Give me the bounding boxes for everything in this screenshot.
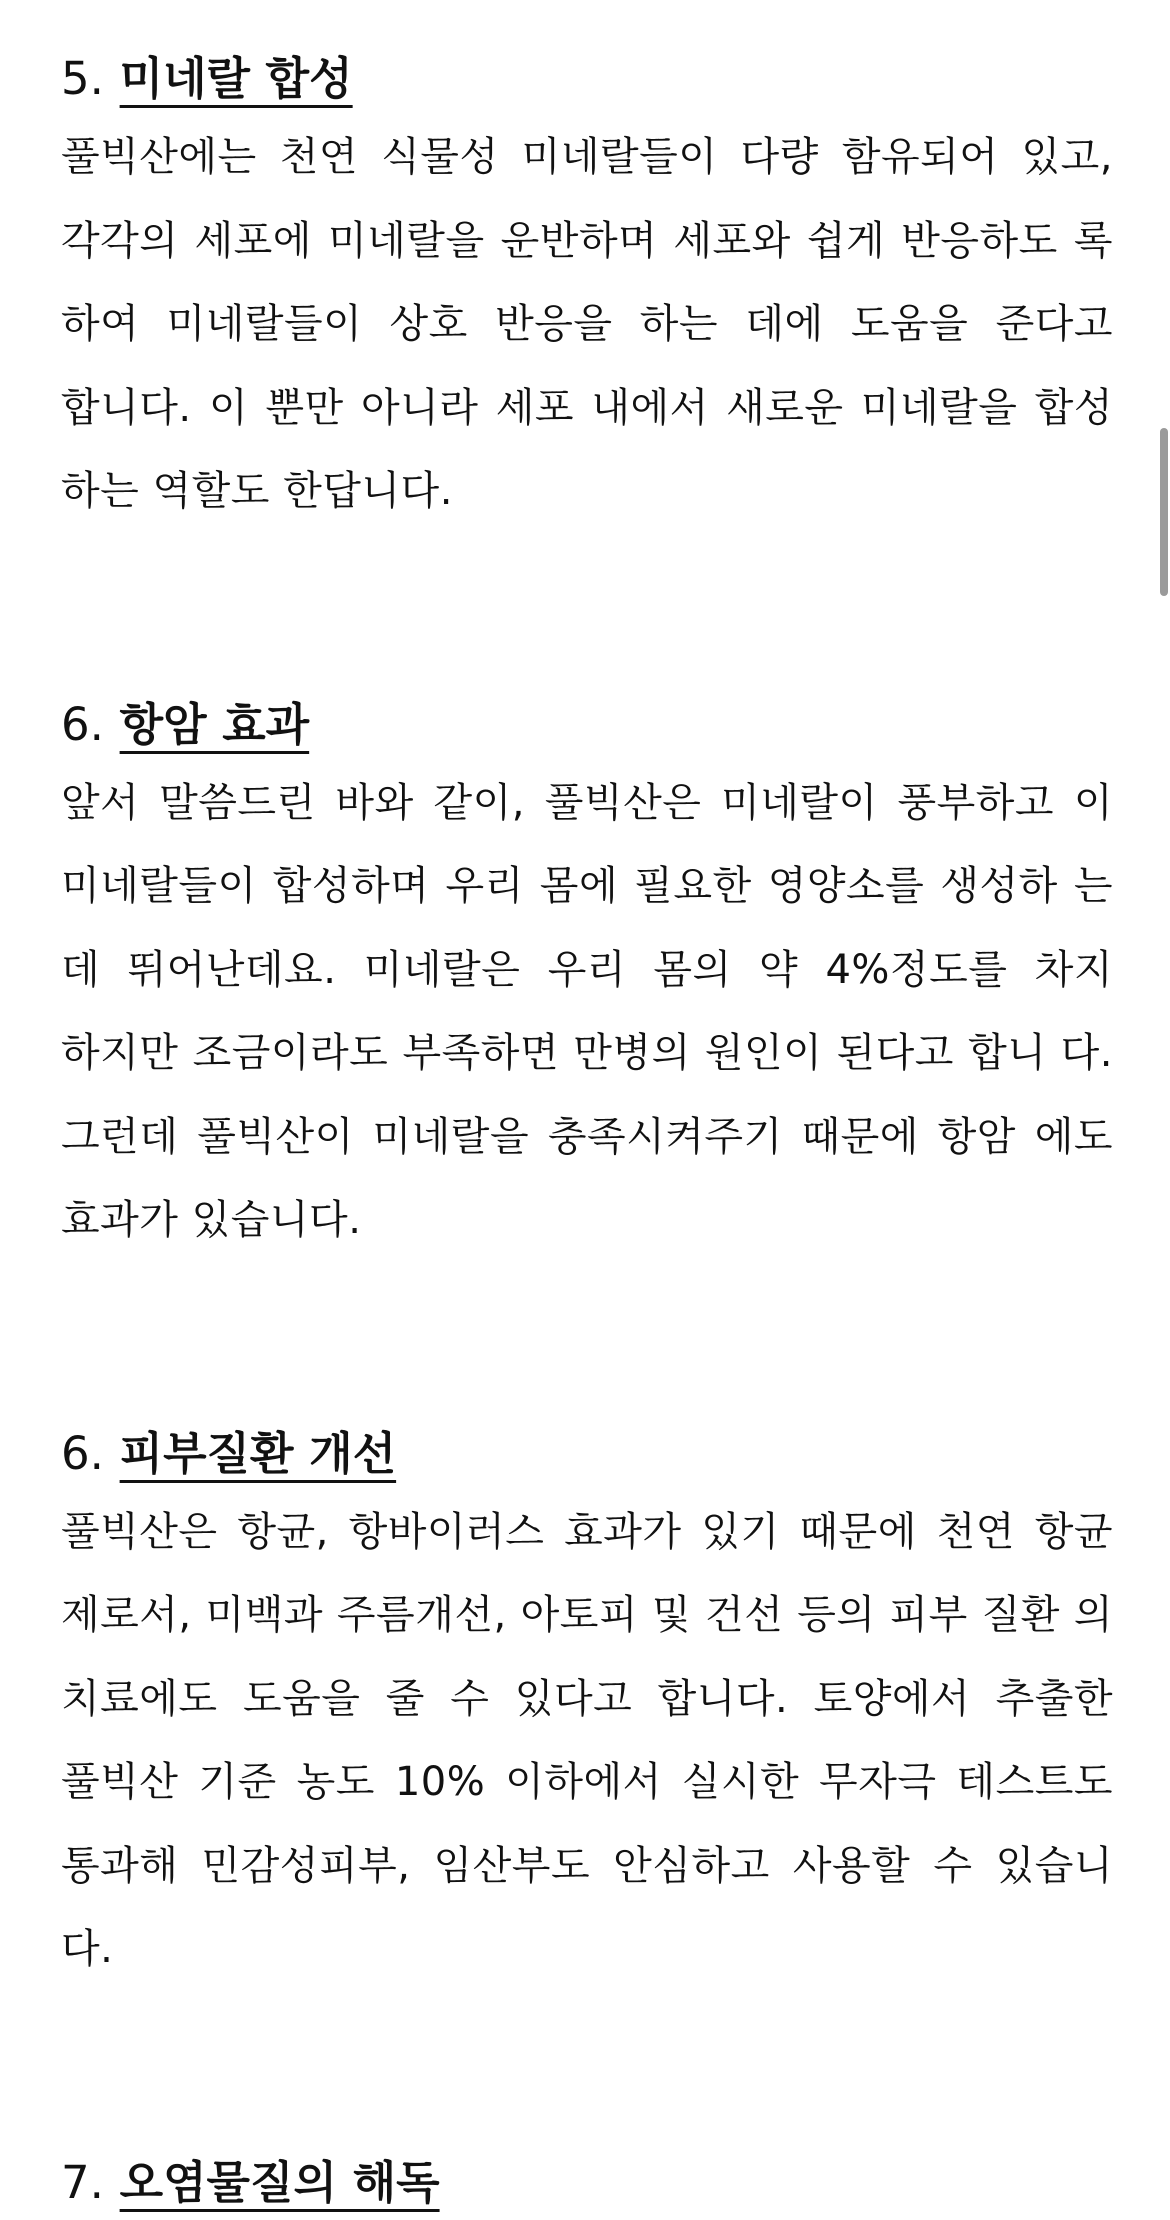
section-number: 6. bbox=[61, 697, 104, 751]
section-number: 6. bbox=[61, 1426, 104, 1480]
paragraph-line: 미네랄들이 합성하며 우리 몸에 필요한 영양소를 생성하 bbox=[61, 863, 1058, 909]
section-title: 항암 효과 bbox=[119, 697, 310, 751]
paragraph-line: 는 데 뛰어난데요. 미네랄은 우리 몸의 약 4%정도를 차지 bbox=[61, 863, 1113, 993]
section-heading bbox=[61, 1417, 1113, 1491]
scrollbar-thumb[interactable] bbox=[1160, 428, 1168, 596]
section-heading bbox=[61, 688, 1113, 762]
paragraph-line: 풀빅산은 항균, 항바이러스 효과가 있기 때문에 천연 항균 bbox=[61, 1508, 1113, 1555]
article-body bbox=[61, 42, 1113, 2220]
section-detox bbox=[61, 2146, 1113, 2220]
section-paragraph bbox=[61, 1491, 1113, 1992]
section-anticancer bbox=[61, 688, 1113, 1263]
section-heading bbox=[61, 2146, 1113, 2220]
section-skin-disease bbox=[61, 1417, 1113, 1992]
section-number: 5. bbox=[61, 52, 104, 105]
paragraph-line: 록 하여 미네랄들이 상호 반응을 하는 데에 도움을 준다고 bbox=[61, 217, 1113, 347]
section-paragraph bbox=[61, 762, 1113, 1263]
paragraph-line: 다. 그런데 풀빅산이 미네랄을 충족시켜주기 때문에 항암 bbox=[61, 1030, 1113, 1160]
paragraph-line: 풀빅산에는 천연 식물성 미네랄들이 다량 함유되어 있고, bbox=[61, 134, 1113, 180]
section-mineral-synthesis bbox=[61, 42, 1113, 534]
paragraph-line: 앞서 말씀드린 바와 같이, 풀빅산은 미네랄이 풍부하고 이 bbox=[61, 779, 1113, 826]
paragraph-line: 풀빅산 기준 농도 10% 이하에서 실시한 무자극 테스트도 bbox=[61, 1759, 1113, 1805]
section-title: 피부질환 개선 bbox=[119, 1426, 397, 1480]
paragraph-line: 각각의 세포에 미네랄을 운반하며 세포와 쉽게 반응하도 bbox=[61, 217, 1058, 264]
paragraph-line: 하지만 조금이라도 부족하면 만병의 원인이 된다고 합니 bbox=[61, 1030, 1047, 1076]
section-title: 미네랄 합성 bbox=[119, 52, 353, 105]
paragraph-line: 에도 효과가 있습니다. bbox=[61, 1113, 1114, 1243]
section-paragraph bbox=[61, 116, 1113, 534]
paragraph-line: 제로서, 미백과 주름개선, 아토피 및 건선 등의 피부 질환 bbox=[61, 1592, 1060, 1638]
paragraph-line: 통과해 민감성피부, 임산부도 안심하고 사용할 수 있습니 bbox=[61, 1842, 1113, 1889]
paragraph-line: 다. bbox=[61, 1926, 114, 1972]
section-number: 7. bbox=[61, 2155, 104, 2209]
section-heading bbox=[61, 42, 1113, 116]
paragraph-line: 하는 역할도 한답니다. bbox=[61, 468, 453, 514]
paragraph-line: 의 치료에도 도움을 줄 수 있다고 합니다. 토양에서 추출한 bbox=[61, 1592, 1114, 1722]
paragraph-line: 합니다. 이 뿐만 아니라 세포 내에서 새로운 미네랄을 합성 bbox=[61, 384, 1113, 431]
section-title: 오염물질의 해독 bbox=[119, 2155, 440, 2209]
